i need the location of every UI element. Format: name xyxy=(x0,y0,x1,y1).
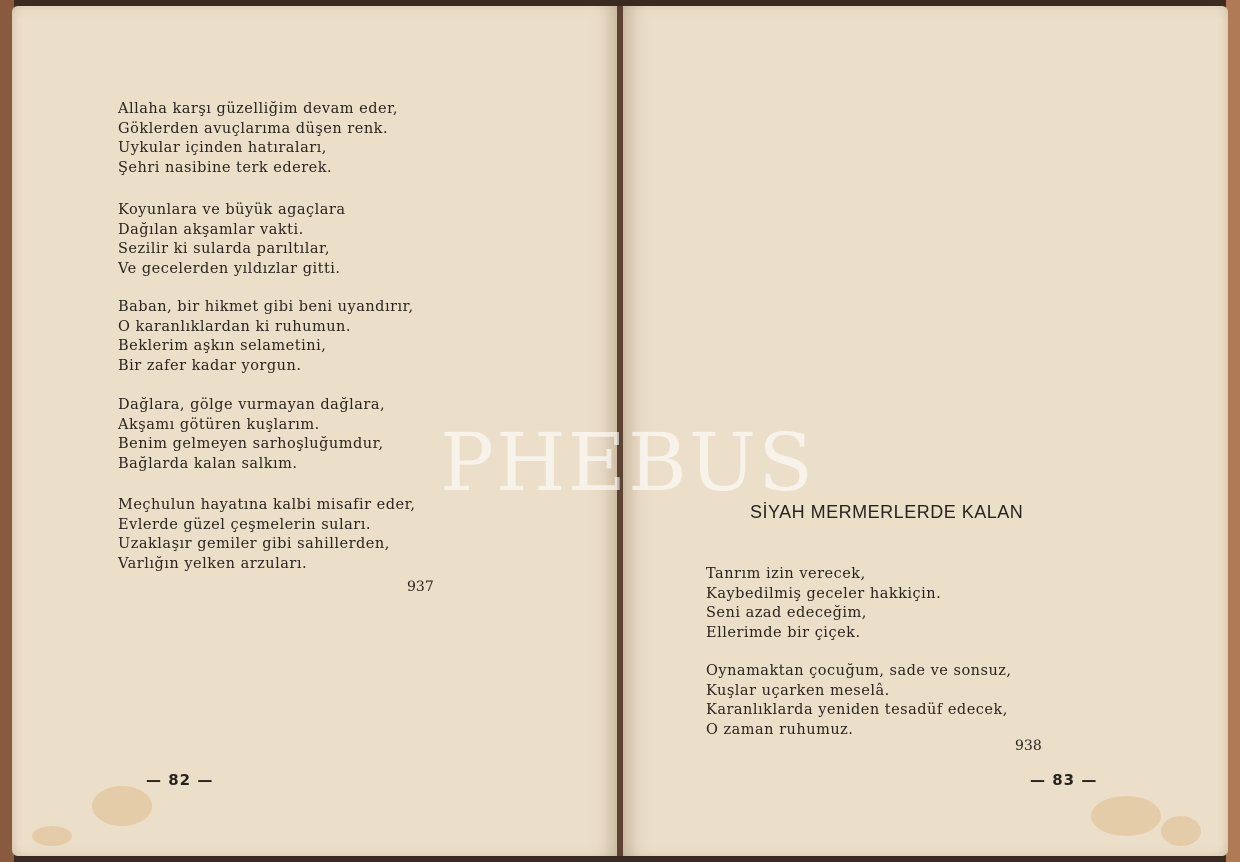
verse-line: Oynamaktan çocuğum, sade ve sonsuz, xyxy=(706,663,1012,679)
verse-line: Varlığın yelken arzuları. xyxy=(118,555,308,572)
verse-line: Dağlara, gölge vurmayan dağlara, xyxy=(118,397,386,413)
verse-line: Kuşlar uçarken meselâ. xyxy=(706,682,890,699)
verse-line: Uykular içinden hatıraları, xyxy=(118,140,327,156)
poem-number-left: 937 xyxy=(407,579,434,595)
page-stain xyxy=(32,826,72,846)
verse-line: Şehri nasibine terk ederek. xyxy=(118,159,333,176)
verse-line: Karanlıklarda yeniden tesadüf edecek, xyxy=(706,702,1008,718)
verse-line: Evlerde güzel çeşmelerin suları. xyxy=(118,516,371,533)
left-stanza-4 xyxy=(118,396,385,474)
page-stain xyxy=(1091,796,1161,836)
verse-line: Tanrım izin verecek, xyxy=(706,566,866,582)
page-stain xyxy=(92,786,152,826)
verse-line: Dağılan akşamlar vakti. xyxy=(118,221,304,238)
verse-line: O zaman ruhumuz. xyxy=(706,721,854,738)
right-stanza-2 xyxy=(706,662,1012,740)
left-stanza-5 xyxy=(118,496,416,574)
verse-line: Bağlarda kalan salkım. xyxy=(118,455,298,472)
verse-line: Beklerim aşkın selametini, xyxy=(118,338,327,354)
watermark: PHEBUS xyxy=(440,416,816,509)
poem-title: SİYAH MERMERLERDE KALAN xyxy=(750,502,1024,522)
verse-line: Koyunlara ve büyük agaçlara xyxy=(118,202,346,218)
verse-line: Göklerden avuçlarıma düşen renk. xyxy=(118,120,389,137)
page-number-right: — 83 — xyxy=(1030,771,1098,789)
left-stanza-1 xyxy=(118,100,398,178)
left-stanza-2 xyxy=(118,201,346,279)
verse-line: Kaybedilmiş geceler hakkiçin. xyxy=(706,585,942,602)
page-number-left: — 82 — xyxy=(146,771,214,789)
verse-line: Akşamı götüren kuşlarım. xyxy=(118,416,320,433)
verse-line: Meçhulun hayatına kalbi misafir eder, xyxy=(118,497,416,513)
verse-line: Ve gecelerden yıldızlar gitti. xyxy=(118,260,341,277)
right-stanza-1 xyxy=(706,565,941,643)
verse-line: Allaha karşı güzelliğim devam eder, xyxy=(118,101,399,117)
poem-number-right: 938 xyxy=(1015,738,1042,754)
verse-line: Sezilir ki sularda parıltılar, xyxy=(118,241,330,257)
verse-line: Uzaklaşır gemiler gibi sahillerden, xyxy=(118,536,390,552)
verse-line: O karanlıklardan ki ruhumun. xyxy=(118,318,352,335)
verse-line: Ellerimde bir çiçek. xyxy=(706,624,861,641)
page-stain xyxy=(1161,816,1201,846)
verse-line: Bir zafer kadar yorgun. xyxy=(118,357,302,374)
verse-line: Baban, bir hikmet gibi beni uyandırır, xyxy=(118,299,414,315)
verse-line: Benim gelmeyen sarhoşluğumdur, xyxy=(118,436,384,452)
verse-line: Seni azad edeceğim, xyxy=(706,605,867,621)
left-stanza-3 xyxy=(118,298,414,376)
book-edge-right xyxy=(1226,0,1240,862)
